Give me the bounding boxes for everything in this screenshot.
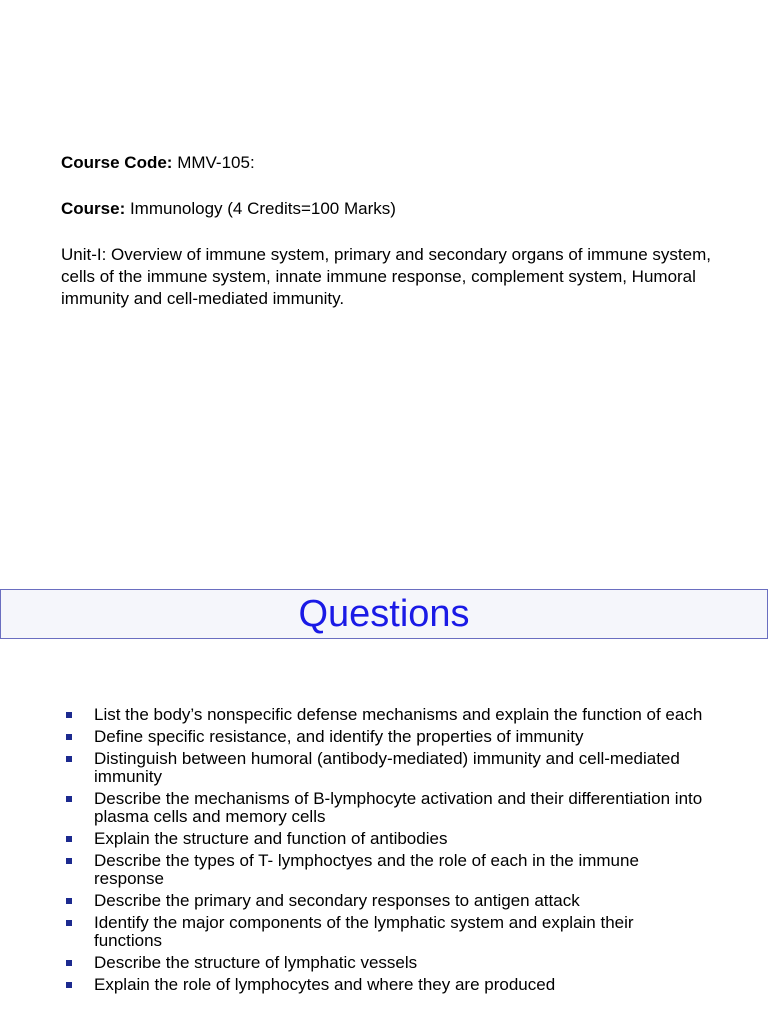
unit-description: Unit-I: Overview of immune system, primary and secondary organs of immune system, cells of the immune system, innate immune response, complement system, Humoral immunity and cell-mediated immunity.	[61, 245, 711, 308]
question-text: Describe the mechanisms of B-lymphocyte activation and their differentiation into plasma cells and memory cells	[94, 789, 703, 826]
question-text: Describe the primary and secondary responses to antigen attack	[94, 891, 580, 910]
course-info-block	[61, 152, 741, 310]
bullet-icon	[66, 756, 72, 762]
question-text: Identify the major components of the lymphatic system and explain their functions	[94, 913, 634, 950]
bullet-icon	[66, 982, 72, 988]
course-code-value: MMV-105:	[172, 153, 255, 172]
question-text: Describe the types of T- lymphoctyes and the role of each in the immune response	[94, 851, 639, 888]
course-code-line	[61, 152, 741, 174]
question-text: Describe the structure of lymphatic vessels	[94, 953, 418, 972]
course-code-label: Course Code:	[61, 153, 173, 172]
question-item	[66, 852, 706, 888]
question-text: Define specific resistance, and identify the properties of immunity	[94, 727, 584, 746]
questions-banner	[0, 589, 768, 639]
question-item	[66, 830, 706, 848]
bullet-icon	[66, 796, 72, 802]
question-item	[66, 954, 706, 972]
question-item	[66, 914, 706, 950]
course-name-value: Immunology (4 Credits=100 Marks)	[125, 199, 396, 218]
bullet-icon	[66, 734, 72, 740]
bullet-icon	[66, 836, 72, 842]
question-item	[66, 790, 706, 826]
course-name-line	[61, 198, 741, 220]
bullet-icon	[66, 712, 72, 718]
questions-heading: Questions	[298, 593, 470, 635]
question-text: Explain the role of lymphocytes and where they are produced	[94, 975, 556, 994]
bullet-icon	[66, 920, 72, 926]
bullet-icon	[66, 898, 72, 904]
question-item	[66, 750, 706, 786]
question-text: List the body’s nonspecific defense mechanisms and explain the function of each	[94, 705, 703, 724]
question-item	[66, 892, 706, 910]
question-text: Explain the structure and function of antibodies	[94, 829, 448, 848]
bullet-icon	[66, 960, 72, 966]
question-text: Distinguish between humoral (antibody-mediated) immunity and cell-mediated immunity	[94, 749, 680, 786]
question-item	[66, 706, 706, 724]
question-item	[66, 728, 706, 746]
bullet-icon	[66, 858, 72, 864]
course-name-label: Course:	[61, 199, 126, 218]
question-item	[66, 976, 706, 994]
question-list	[66, 706, 706, 998]
